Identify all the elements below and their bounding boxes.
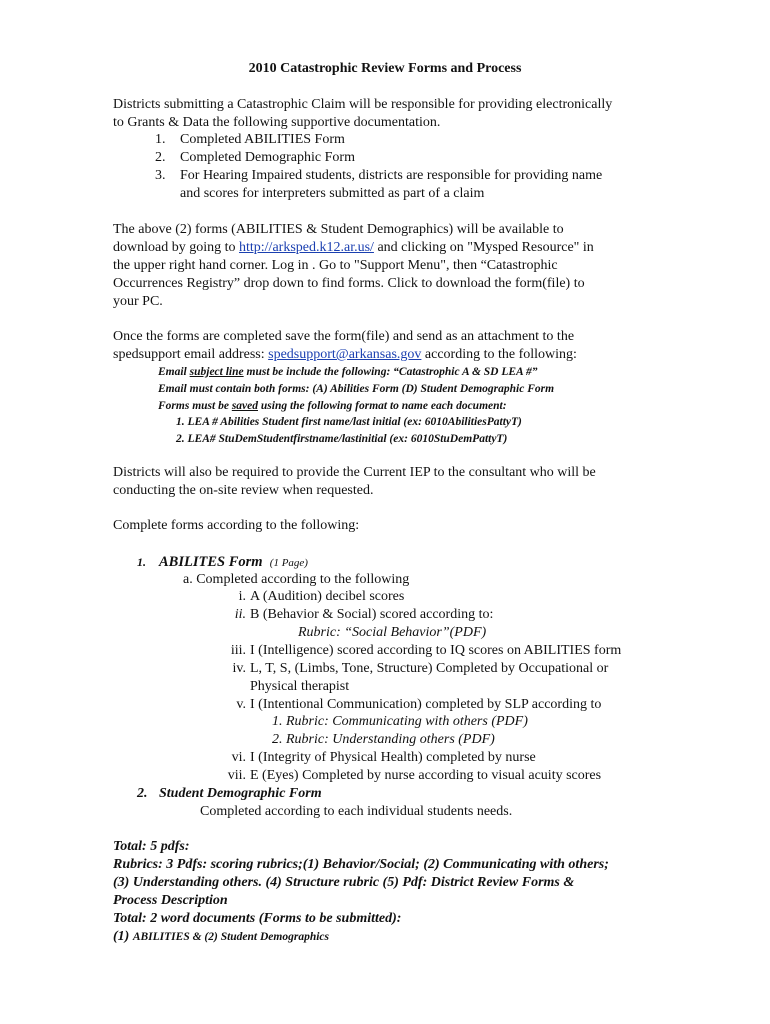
section1-heading (137, 553, 308, 572)
email-line-1: Once the forms are completed save the form(file) and send as an attachment to the (113, 329, 575, 344)
roman-number: iii. (230, 643, 246, 658)
roman-number: i. (238, 589, 246, 604)
roman-text: I (Intentional Communication) completed by SLP according to (250, 697, 602, 712)
email-line-2 (113, 346, 577, 364)
email-rule-1 (158, 363, 537, 381)
list-item (155, 149, 355, 167)
roman-text: E (Eyes) Completed by nurse according to visual acuity scores (250, 768, 602, 783)
rule-text: Email (158, 366, 187, 378)
iep-line-1: Districts will also be required to provide the Current IEP to the consultant who will be (113, 465, 596, 480)
roman-number: v. (236, 697, 246, 712)
list-text: For Hearing Impaired students, districts are responsible for providing name (180, 168, 603, 183)
section2-heading (137, 785, 322, 803)
roman-text: A (Audition) decibel scores (250, 589, 405, 604)
section2-text: Completed according to each individual students needs. (200, 804, 513, 819)
email-text: spedsupport email address: (113, 347, 265, 362)
rubric-communicating: 1. Rubric: Communicating with others (PDF) (272, 714, 528, 729)
list-text: Completed Demographic Form (180, 150, 355, 165)
roman-number: ii. (234, 607, 246, 622)
email-rule-2: Email must contain both forms: (A) Abilities Form (D) Student Demographic Form (158, 383, 555, 395)
section-title-text: ABILITES Form (159, 554, 263, 570)
download-line-1: The above (2) forms (ABILITIES & Student Demographics) will be available to (113, 222, 564, 237)
roman-text: L, T, S, (Limbs, Tone, Structure) Completed by Occupational or (250, 661, 609, 676)
email-rule-4: 1. LEA # Abilities Student first name/last initial (ex: 6010AbilitiesPattyT) (176, 416, 522, 428)
spedsupport-email-link[interactable]: spedsupport@arkansas.gov (268, 347, 422, 362)
list-item (155, 167, 603, 185)
iep-line-2: conducting the on-site review when requested. (113, 483, 374, 498)
download-line-3: the upper right hand corner. Log in . Go to "Support Menu", then “Catastrophic (113, 258, 558, 273)
roman-text: I (Intelligence) scored according to IQ scores on ABILITIES form (250, 643, 622, 658)
intro-line-2: to Grants & Data the following supportive documentation. (113, 115, 441, 130)
arksped-link[interactable]: http://arksped.k12.ar.us/ (239, 240, 374, 255)
totals-line-6 (113, 928, 329, 946)
intro-line-1: Districts submitting a Catastrophic Claim will be responsible for providing electronically (113, 97, 613, 112)
download-line-5: your PC. (113, 294, 163, 309)
rubric-understanding: 2. Rubric: Understanding others (PDF) (272, 732, 495, 747)
rubric-social-behavior: Rubric: “Social Behavior”(PDF) (298, 625, 487, 640)
complete-intro: Complete forms according to the following: (113, 518, 360, 533)
list-text: Completed ABILITIES Form (180, 132, 345, 147)
download-line-2 (113, 239, 594, 257)
totals-line-5: Total: 2 word documents (Forms to be submitted): (113, 911, 402, 926)
list-item-continuation: and scores for interpreters submitted as part of a claim (180, 186, 485, 201)
rule-underlined: saved (231, 400, 258, 412)
section-number: 2. (137, 786, 148, 801)
page-title: 2010 Catastrophic Review Forms and Process (248, 61, 522, 76)
totals-line-2: Rubrics: 3 Pdfs: scoring rubrics;(1) Behavior/Social; (2) Communicating with others; (113, 857, 609, 872)
roman-number: vii. (227, 768, 246, 783)
section-pages: (1 Page) (269, 557, 308, 569)
download-text: and clicking on "Mysped Resource" in (377, 240, 594, 255)
totals-line-4: Process Description (113, 893, 228, 908)
roman-text: I (Integrity of Physical Health) completed by nurse (250, 750, 536, 765)
roman-item-continuation: Physical therapist (250, 679, 350, 694)
section-number: 1. (137, 555, 146, 569)
rule-text: Forms must be (158, 400, 229, 412)
list-item (155, 131, 345, 149)
rule-underlined: subject line (189, 366, 244, 378)
totals-line-1: Total: 5 pdfs: (113, 839, 190, 854)
totals-line-3: (3) Understanding others. (4) Structure rubric (5) Pdf: District Review Forms & (113, 875, 575, 890)
roman-text: B (Behavior & Social) scored according to: (250, 607, 494, 622)
section1-a: a. Completed according to the following (183, 572, 410, 587)
download-text: download by going to (113, 240, 236, 255)
list-number: 2. (155, 150, 166, 165)
section-title: Student Demographic Form (159, 786, 322, 801)
rule-text: using the following format to name each document: (260, 400, 507, 412)
email-text: according to the following: (424, 347, 577, 362)
roman-number: vi. (231, 750, 246, 765)
email-rule-5: 2. LEA# StuDemStudentfirstname/lastinitial (ex: 6010StuDemPattyT) (176, 433, 508, 445)
download-line-4: Occurrences Registry” drop down to find forms. Click to download the form(file) to (113, 276, 585, 291)
section-title (159, 553, 308, 572)
rule-text: must be include the following: “Catastrophic A & SD LEA #” (246, 366, 538, 378)
roman-number: iv. (232, 661, 246, 676)
totals-text: ABILITIES & (2) Student Demographics (132, 931, 329, 943)
totals-number: (1) (113, 929, 130, 944)
list-number: 1. (155, 132, 166, 147)
list-number: 3. (155, 168, 166, 183)
